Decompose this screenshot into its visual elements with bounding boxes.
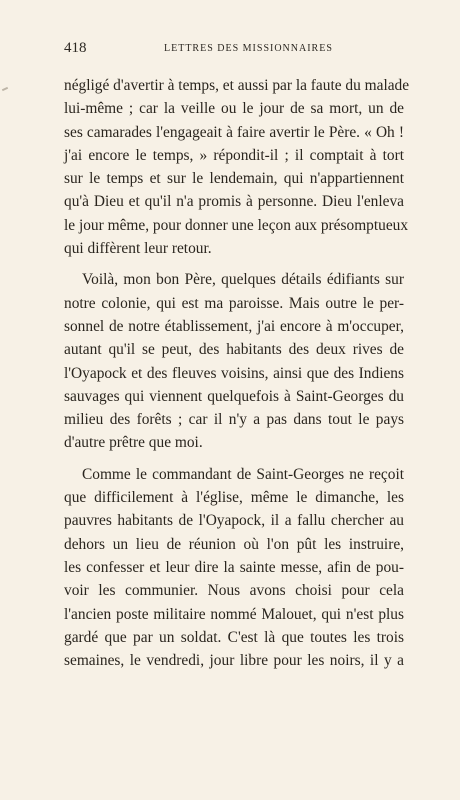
text-line: l'Oyapock et des fleuves voisins, ainsi que des Indiens — [64, 364, 404, 382]
text-line: que difficilement à l'église, même le dimanche, les — [64, 489, 404, 507]
text-line: Voilà, mon bon Père, quelques détails édifiants sur — [82, 271, 404, 289]
text-line: voir les communier. Nous avons choisi pour cela — [64, 582, 404, 600]
page-header — [64, 40, 404, 62]
text-line: qui diffèrent leur retour. — [64, 240, 212, 258]
text-line: sauvages qui viennent quelquefois à Saint-Georges du — [64, 387, 404, 405]
text-line: notre colonie, qui est ma paroisse. Mais outre le per- — [64, 294, 404, 312]
text-line: Comme le commandant de Saint-Georges ne reçoit — [82, 465, 404, 483]
text-line: qu'à Dieu et qu'il n'a promis à personne. Dieu l'enleva — [64, 193, 404, 211]
text-line: négligé d'avertir à temps, et aussi par la faute du malade — [64, 77, 410, 94]
running-title: LETTRES DES MISSIONNAIRES — [164, 43, 333, 54]
paragraph — [64, 74, 410, 260]
page-number: 418 — [64, 40, 87, 56]
text-line: ses camarades l'engageait à faire avertir le Père. « Oh ! — [64, 123, 404, 141]
scan-edge-mark — [2, 87, 8, 91]
text-line: milieu des forêts ; car il n'y a pas dans tout le pays — [64, 411, 404, 429]
text-line: l'ancien poste militaire nommé Malouet, qui n'est plus — [64, 605, 404, 623]
text-line: semaines, le vendredi, jour libre pour les noirs, il y a — [64, 652, 404, 670]
text-line: lui-même ; car la veille ou le jour de sa mort, un de — [64, 100, 404, 118]
text-line: autant qu'il se peut, des habitants des deux rives de — [64, 341, 404, 359]
text-line: sonnel de notre établissement, j'ai encore à m'occuper, — [64, 317, 404, 335]
body-text — [64, 74, 410, 672]
text-line: gardé que par un soldat. C'est là que toutes les trois — [64, 628, 404, 646]
paragraph — [64, 463, 404, 673]
paragraph — [64, 268, 404, 454]
text-line: d'autre prêtre que moi. — [64, 434, 203, 452]
text-line: pauvres habitants de l'Oyapock, il a fallu chercher au — [64, 512, 404, 530]
text-line: j'ai encore le temps, » répondit-il ; il comptait à tort — [64, 146, 404, 164]
text-line: le jour même, pour donner une leçon aux présomptueux — [64, 216, 409, 234]
text-line: les confesser et leur dire la sainte messe, afin de pou- — [64, 558, 404, 576]
text-line: sur le temps et sur le lendemain, qui n'appartiennent — [64, 170, 404, 188]
text-line: dehors un lieu de réunion où l'on pût les instruire, — [64, 535, 404, 553]
